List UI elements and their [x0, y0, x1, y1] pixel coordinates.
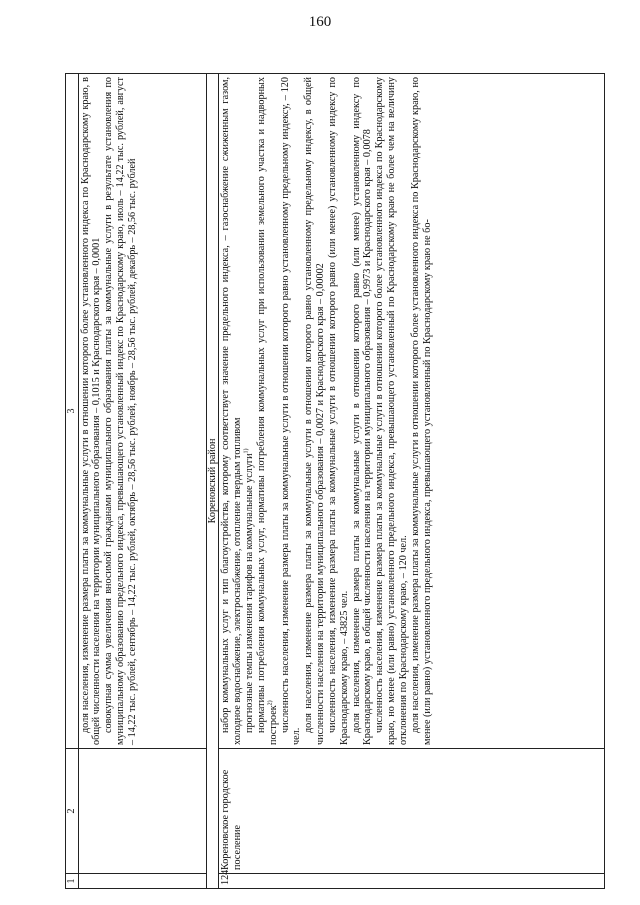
table-header-row: [66, 74, 79, 889]
row-number: 124: [219, 874, 605, 889]
detail-paragraph: доля населения, изменение размера платы за коммунальные услуги в отношении которого равно установленному предельному индексу, в общей численности населения на территории муниципального образования – 0,0027 и Краснодарского края – 0,00002: [303, 77, 327, 745]
table-row: [219, 74, 605, 889]
footnote-marker: 1): [243, 448, 250, 454]
continued-paragraph: доля населения, изменение размера платы за коммунальные услуги в отношении которого более установленного индекса по Краснодарскому краю, в общей численности населения на территории муниципального образования – 0,1015 и Краснодарского края – 0,0001: [79, 77, 103, 745]
detail-paragraph: численность населения, изменение размера платы за коммунальные услуги в отношении которого равно установленному предельному индексу, – 120 чел.: [279, 77, 303, 745]
settlement-details: [219, 74, 605, 749]
rotated-table-container: [65, 74, 605, 889]
page-number: 160: [308, 14, 332, 30]
header-col-1: 1: [66, 874, 79, 889]
settlement-name: Кореновское городское поселение: [219, 749, 605, 874]
district-heading: Кореновский район: [206, 74, 219, 889]
detail-paragraph: прогнозные темпы изменения тарифов на коммунальные услуги$^{1)}$: [243, 448, 256, 733]
detail-paragraph: численность населения, изменение размера платы за коммунальные услуги в отношении которого равно (или менее) установленному индексу по Краснодарскому краю, – 43825 чел.: [326, 77, 350, 745]
index-table: [65, 73, 605, 889]
header-col-3: 3: [66, 74, 79, 749]
district-row: [206, 74, 219, 889]
detail-paragraph: численность населения, изменение размера платы за коммунальные услуги в отношении которого более установленного индекса по Краснодарскому краю, но менее (или равно) установленного предельного индекса, превышающего установленный по Краснодарскому краю не более чем на величину отклонения по Краснодарскому краю, – 120 чел.: [374, 77, 409, 745]
cell-empty-number: [78, 874, 206, 889]
header-col-2: 2: [66, 749, 79, 874]
detail-paragraph: нормативы потребления коммунальных услуг, нормативы потребления коммунальных услуг при использовании земельного участка и надворных построек$^{2)}$: [255, 77, 279, 745]
continued-paragraph: совокупная сумма увеличения вносимой гражданами муниципального образования платы за коммунальные услуги в результате установления по муниципальному образованию предельного индекса, превышающего установленный индекс по Краснодарскому краю, июль – 14,22 тыс. рублей, август – 14,22 тыс. рублей, сентябрь – 14,22 тыс. рублей, октябрь – 28,56 тыс. рублей, ноябрь – 28,56 тыс. рублей, декабрь – 28,56 тыс. рублей: [103, 77, 138, 745]
detail-paragraph: доля населения, изменение размера платы за коммунальные услуги в отношении которого более установленного индекса по Краснодарскому краю, но менее (или равно) установленного предельного индекса, превышающего установленный по Краснодарскому краю не бо-: [409, 77, 433, 745]
detail-paragraph: доля населения, изменение размера платы за коммунальные услуги в отношении которого равно (или менее) установленному индексу по Краснодарскому краю, в общей численности населения на территории муниципального образования – 0,9973 и Краснодарского края – 0,0078: [350, 77, 374, 745]
cell-continued-text: [78, 74, 206, 749]
footnote-marker: 2): [267, 700, 274, 706]
cell-empty-name: [78, 749, 206, 874]
table-row-continued: [78, 74, 206, 889]
detail-paragraph: набор коммунальных услуг и тип благоустройства, которому соответствует значение предельного индекса, – газоснабжение сжиженным газом, холодное водоснабжение, электроснабжение, отопление твердым топливом: [220, 77, 244, 745]
